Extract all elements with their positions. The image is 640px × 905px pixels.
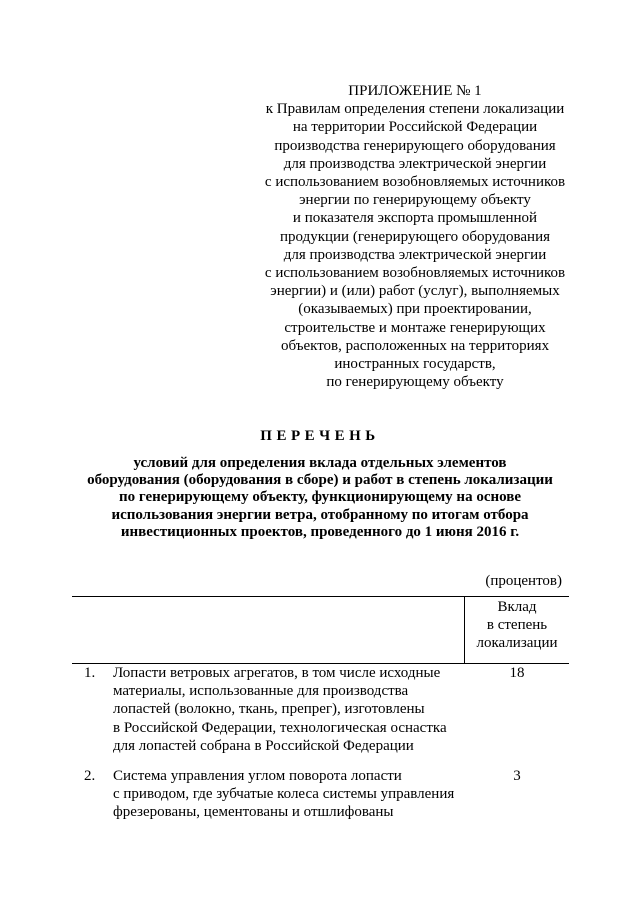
appendix-line: энергии по генерирующему объекту [299, 192, 531, 209]
table-top-rule [72, 596, 569, 597]
row-number: 1. [84, 665, 96, 681]
table-column-header-contribution [465, 598, 569, 653]
column-header-line: Вклад [497, 599, 537, 615]
appendix-line: с использованием возобновляемых источников [264, 265, 566, 282]
subtitle-line: оборудования (оборудования в сборе) и работ в степень локализации [87, 472, 553, 489]
subtitle-line: инвестиционных проектов, проведенного до 1 июня 2016 г. [120, 523, 520, 540]
row-value: 3 [513, 768, 521, 784]
appendix-line: иностранных государств, [334, 356, 496, 373]
row-description-line: фрезерованы, цементованы и отшлифованы [113, 804, 394, 821]
subtitle-line: по генерирующему объекту, функционирующему на основе [118, 489, 522, 506]
row-number: 2. [84, 768, 96, 784]
appendix-title: ПРИЛОЖЕНИЕ № 1 [348, 83, 482, 99]
document-title: ПЕРЕЧЕНЬ [260, 428, 380, 444]
subtitle-line: условий для определения вклада отдельных элементов [133, 455, 507, 471]
appendix-line: производства генерирующего оборудования [274, 137, 556, 154]
appendix-line: для производства электрической энергии [283, 246, 547, 263]
appendix-line: к Правилам определения степени локализации [265, 101, 565, 118]
row-description-line: лопастей (волокно, ткань, препрег), изготовлены [113, 701, 425, 718]
appendix-line: для производства электрической энергии [283, 155, 547, 172]
appendix-line: строительстве и монтаже генерирующих [284, 319, 546, 336]
row-description-line: для лопастей собрана в Российской Федерации [113, 737, 414, 754]
row-description-line: с приводом, где зубчатые колеса системы управления [113, 786, 455, 803]
appendix-line: на территории Российской Федерации [292, 119, 538, 136]
row-description-line: материалы, использованные для производства [113, 683, 409, 700]
appendix-header [240, 82, 590, 391]
row-description-line: Система управления углом поворота лопасти [113, 768, 402, 784]
appendix-line: объектов, расположенных на территориях [280, 337, 550, 354]
appendix-line: энергии) и (или) работ (услуг), выполняемых [270, 283, 560, 300]
column-header-line: локализации [476, 635, 558, 652]
row-value: 18 [509, 665, 525, 681]
appendix-line: по генерирующему объекту [326, 374, 504, 391]
document-subtitle [0, 455, 640, 541]
row-description [113, 767, 463, 822]
row-description-line: Лопасти ветровых агрегатов, в том числе исходные [113, 665, 441, 681]
appendix-line: (оказываемых) при проектировании, [298, 301, 532, 318]
row-description-line: в Российской Федерации, технологическая оснастка [113, 719, 447, 736]
appendix-line: с использованием возобновляемых источников [264, 174, 566, 191]
subtitle-line: использования энергии ветра, отобранному по итогам отбора [111, 506, 529, 523]
appendix-line: продукции (генерирующего оборудования [279, 228, 551, 245]
appendix-line: и показателя экспорта промышленной [292, 210, 538, 227]
column-header-line: в степень [486, 617, 548, 634]
units-label: (процентов) [485, 573, 562, 589]
row-description [113, 664, 463, 755]
